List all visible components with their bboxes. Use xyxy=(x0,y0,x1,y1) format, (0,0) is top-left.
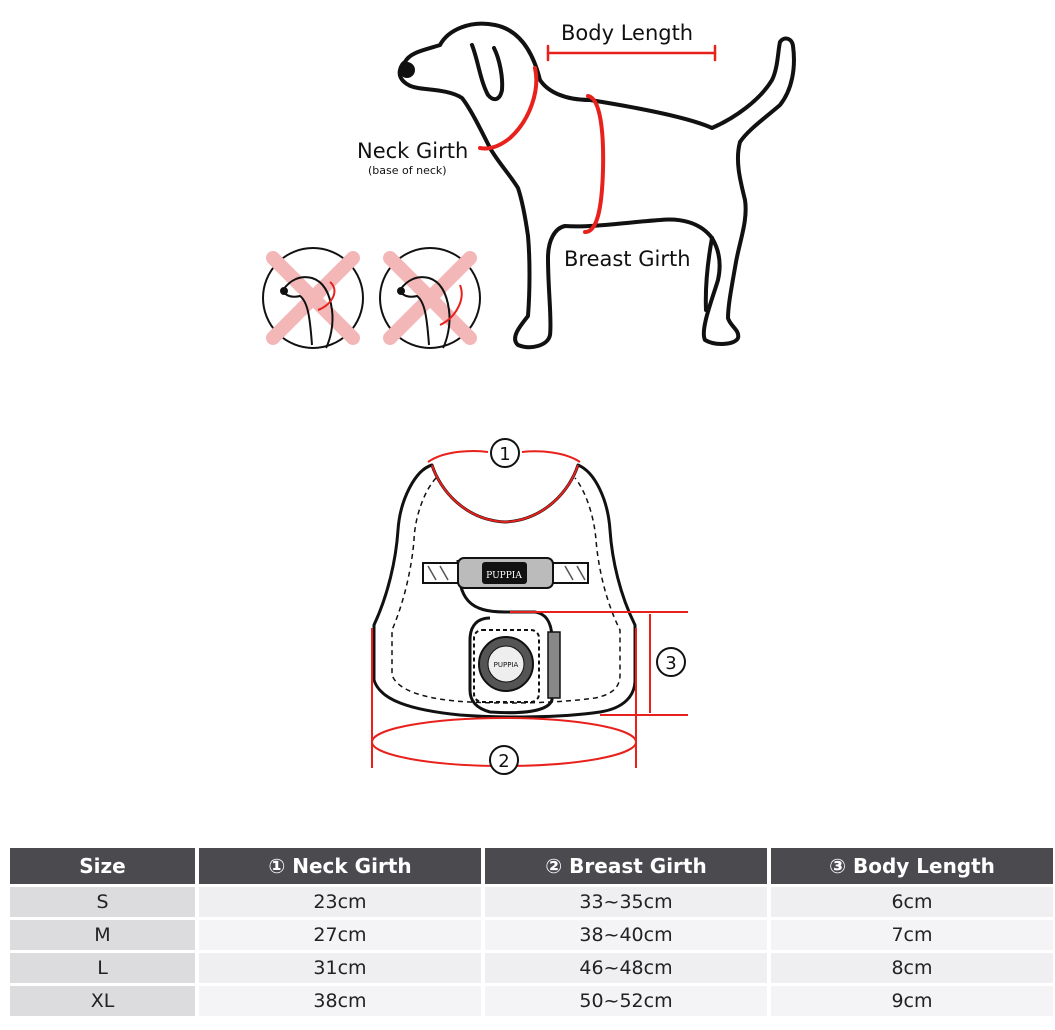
buckle-brand-text: PUPPIA xyxy=(486,571,522,581)
table-row xyxy=(10,986,1053,1016)
neck-opening-line xyxy=(432,465,578,522)
neck-girth-label: Neck Girth xyxy=(357,139,469,163)
breast-cell: 33~35cm xyxy=(485,887,767,917)
brand-patch xyxy=(474,630,560,702)
length-cell: 9cm xyxy=(771,986,1053,1016)
header-neck-girth: ① Neck Girth xyxy=(199,848,481,884)
body-length-label: Body Length xyxy=(561,21,694,45)
header-breast-girth: ② Breast Girth xyxy=(485,848,767,884)
neck-girth-line xyxy=(480,68,536,149)
svg-text:1: 1 xyxy=(499,444,511,465)
size-cell: L xyxy=(10,953,195,983)
header-size: Size xyxy=(10,848,195,884)
buckle-strap xyxy=(423,558,588,588)
neck-girth-note: (base of neck) xyxy=(368,164,447,177)
marker-1 xyxy=(491,439,519,467)
svg-text:3: 3 xyxy=(665,653,677,674)
marker-3 xyxy=(657,648,685,676)
breast-cell: 38~40cm xyxy=(485,920,767,950)
marker-2 xyxy=(490,746,518,774)
table-header-row xyxy=(10,848,1053,884)
table-row xyxy=(10,920,1053,950)
patch-text: PUPPIA xyxy=(493,661,519,669)
size-cell: XL xyxy=(10,986,195,1016)
table-row xyxy=(10,953,1053,983)
breast-girth-label: Breast Girth xyxy=(564,247,691,271)
breast-cell: 50~52cm xyxy=(485,986,767,1016)
length-cell: 7cm xyxy=(771,920,1053,950)
breast-girth-line xyxy=(585,96,603,232)
svg-text:2: 2 xyxy=(498,751,510,772)
size-cell: S xyxy=(10,887,195,917)
neck-cell: 38cm xyxy=(199,986,481,1016)
length-cell: 6cm xyxy=(771,887,1053,917)
dog-measure-lines xyxy=(480,46,715,232)
neck-cell: 23cm xyxy=(199,887,481,917)
length-cell: 8cm xyxy=(771,953,1053,983)
size-cell: M xyxy=(10,920,195,950)
size-chart-table xyxy=(6,845,1055,1019)
breast-cell: 46~48cm xyxy=(485,953,767,983)
wrong-neck-example-1 xyxy=(263,248,363,348)
wrong-neck-example-2 xyxy=(380,248,480,348)
table-row xyxy=(10,887,1053,917)
header-body-length: ③ Body Length xyxy=(771,848,1053,884)
neck-cell: 31cm xyxy=(199,953,481,983)
neck-cell: 27cm xyxy=(199,920,481,950)
